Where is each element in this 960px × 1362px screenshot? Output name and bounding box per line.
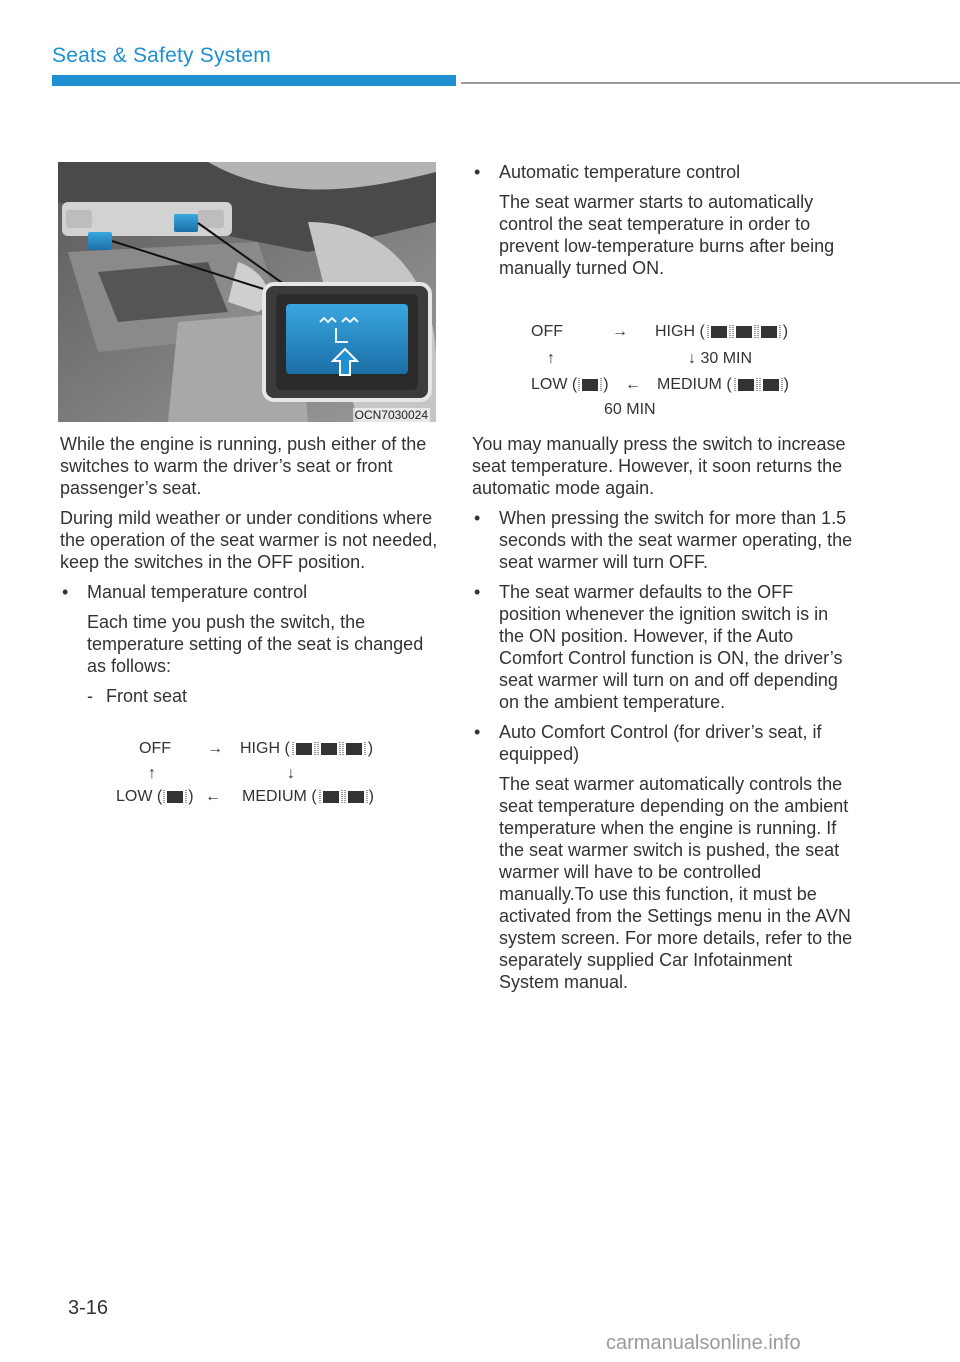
- bullet-symbol: •: [474, 722, 481, 742]
- manual-medium-group: [242, 788, 374, 806]
- para-manual-press: You may manually press the switch to increase seat temperature. However, it soon returns the automatic mode again.: [472, 434, 846, 498]
- auto-low-label: LOW (: [531, 376, 578, 394]
- page-number: 3-16: [68, 1297, 109, 1319]
- manual-low-close: ): [188, 788, 194, 806]
- front-seat-label: Front seat: [106, 686, 188, 706]
- manual-off-label: OFF: [139, 740, 171, 757]
- auto-medium-group: [657, 376, 789, 394]
- auto-arrow-left: ←: [625, 376, 641, 393]
- bullet-auto-comfort: [472, 721, 857, 765]
- dash-symbol: -: [87, 686, 93, 706]
- auto-comfort-text: The seat warmer automatically controls the seat temperature depending on the ambient temperature when the engine is running. If the seat warmer switch is pushed, the seat warmer will have to be controlled manually.To use this function, it must be activated from the Settings menu in the AVN system screen. For more details, refer to the separately supplied Car Infotainment System manual.: [499, 774, 853, 992]
- bullet-automatic-title: Automatic temperature control: [499, 162, 741, 182]
- manual-arrow-down: ↓: [287, 765, 295, 782]
- para-engine-running: While the engine is running, push either of the switches to warm the driver’s seat or front passenger’s seat.: [60, 434, 427, 498]
- section-title: Seats & Safety System: [52, 44, 271, 67]
- heat-level-2-icon: [732, 376, 784, 394]
- bullet-press-text: When pressing the switch for more than 1.5 seconds with the seat warmer operating, the seat warmer will turn OFF.: [499, 508, 853, 572]
- heat-level-2-icon: [317, 788, 369, 806]
- manual-arrow-left: ←: [205, 788, 221, 805]
- bullet-defaults-off: [472, 581, 857, 713]
- bullet-symbol: •: [474, 582, 481, 602]
- passenger-seat-warmer-switch: [174, 214, 198, 232]
- driver-seat-warmer-switch: [88, 232, 112, 250]
- auto-30-min: ↓ 30 MIN: [688, 350, 753, 367]
- figure-code: OCN7030024: [354, 408, 428, 422]
- manual-arrow-up: ↑: [148, 765, 156, 782]
- automatic-control-text: The seat warmer starts to automatically control the seat temperature in order to prevent low-temperature burns after being manually turned ON.: [499, 192, 835, 278]
- manual-high-group: [240, 740, 373, 758]
- auto-medium-label: MEDIUM (: [657, 376, 732, 394]
- manual-low-label: LOW (: [116, 788, 163, 806]
- auto-low-group: [531, 376, 609, 394]
- auto-high-close: ): [782, 323, 789, 341]
- seat-warmer-switch-photo: [58, 162, 436, 422]
- para-mild-weather: During mild weather or under conditions where the operation of the seat warmer is not needed, keep the switches in the OFF position.: [60, 508, 438, 572]
- console-illustration: [58, 162, 436, 422]
- bullet-defaults-text: The seat warmer defaults to the OFF position whenever the ignition switch is in the ON position. However, if the Auto Comfort Control function is ON, the driver’s seat warmer will turn on and off depending on the ambient temperature.: [499, 582, 843, 712]
- heat-level-3-icon: [705, 323, 783, 341]
- left-column: [60, 433, 440, 715]
- manual-low-group: [116, 788, 194, 806]
- bullet-symbol: •: [474, 162, 481, 182]
- right-column-bottom: [472, 433, 857, 1001]
- heat-level-1-icon: [577, 376, 603, 394]
- manual-medium-label: MEDIUM (: [242, 788, 317, 806]
- bullet-manual-control: [60, 581, 440, 603]
- auto-arrow-right: →: [612, 323, 628, 340]
- manual-control-text: Each time you push the switch, the temperature setting of the seat is changed as follows:: [87, 612, 424, 676]
- dash-front-seat: [60, 685, 440, 707]
- auto-low-close: ): [603, 376, 609, 394]
- bullet-manual-title: Manual temperature control: [87, 582, 308, 602]
- heat-level-3-icon: [290, 740, 368, 758]
- manual-high-close: ): [367, 740, 374, 758]
- auto-high-label: HIGH (: [655, 323, 705, 341]
- auto-off-label: OFF: [531, 323, 563, 340]
- bullet-automatic-control: [472, 161, 857, 183]
- manual-medium-close: ): [368, 788, 374, 806]
- right-column-top: [472, 161, 857, 287]
- header-rule: [461, 82, 960, 84]
- watermark: carmanualsonline.info: [606, 1332, 801, 1354]
- auto-high-group: [655, 323, 788, 341]
- heat-level-1-icon: [162, 788, 188, 806]
- header-accent-bar: [52, 75, 456, 86]
- manual-arrow-right: →: [207, 740, 223, 757]
- bullet-auto-comfort-title: Auto Comfort Control (for driver’s seat, if equipped): [499, 722, 822, 764]
- auto-medium-close: ): [783, 376, 789, 394]
- auto-arrow-up: ↑: [547, 350, 555, 367]
- manual-high-label: HIGH (: [240, 740, 290, 758]
- auto-60-min: 60 MIN: [604, 401, 656, 418]
- bullet-symbol: •: [474, 508, 481, 528]
- bullet-press-1-5s: [472, 507, 857, 573]
- bullet-symbol: •: [62, 582, 69, 602]
